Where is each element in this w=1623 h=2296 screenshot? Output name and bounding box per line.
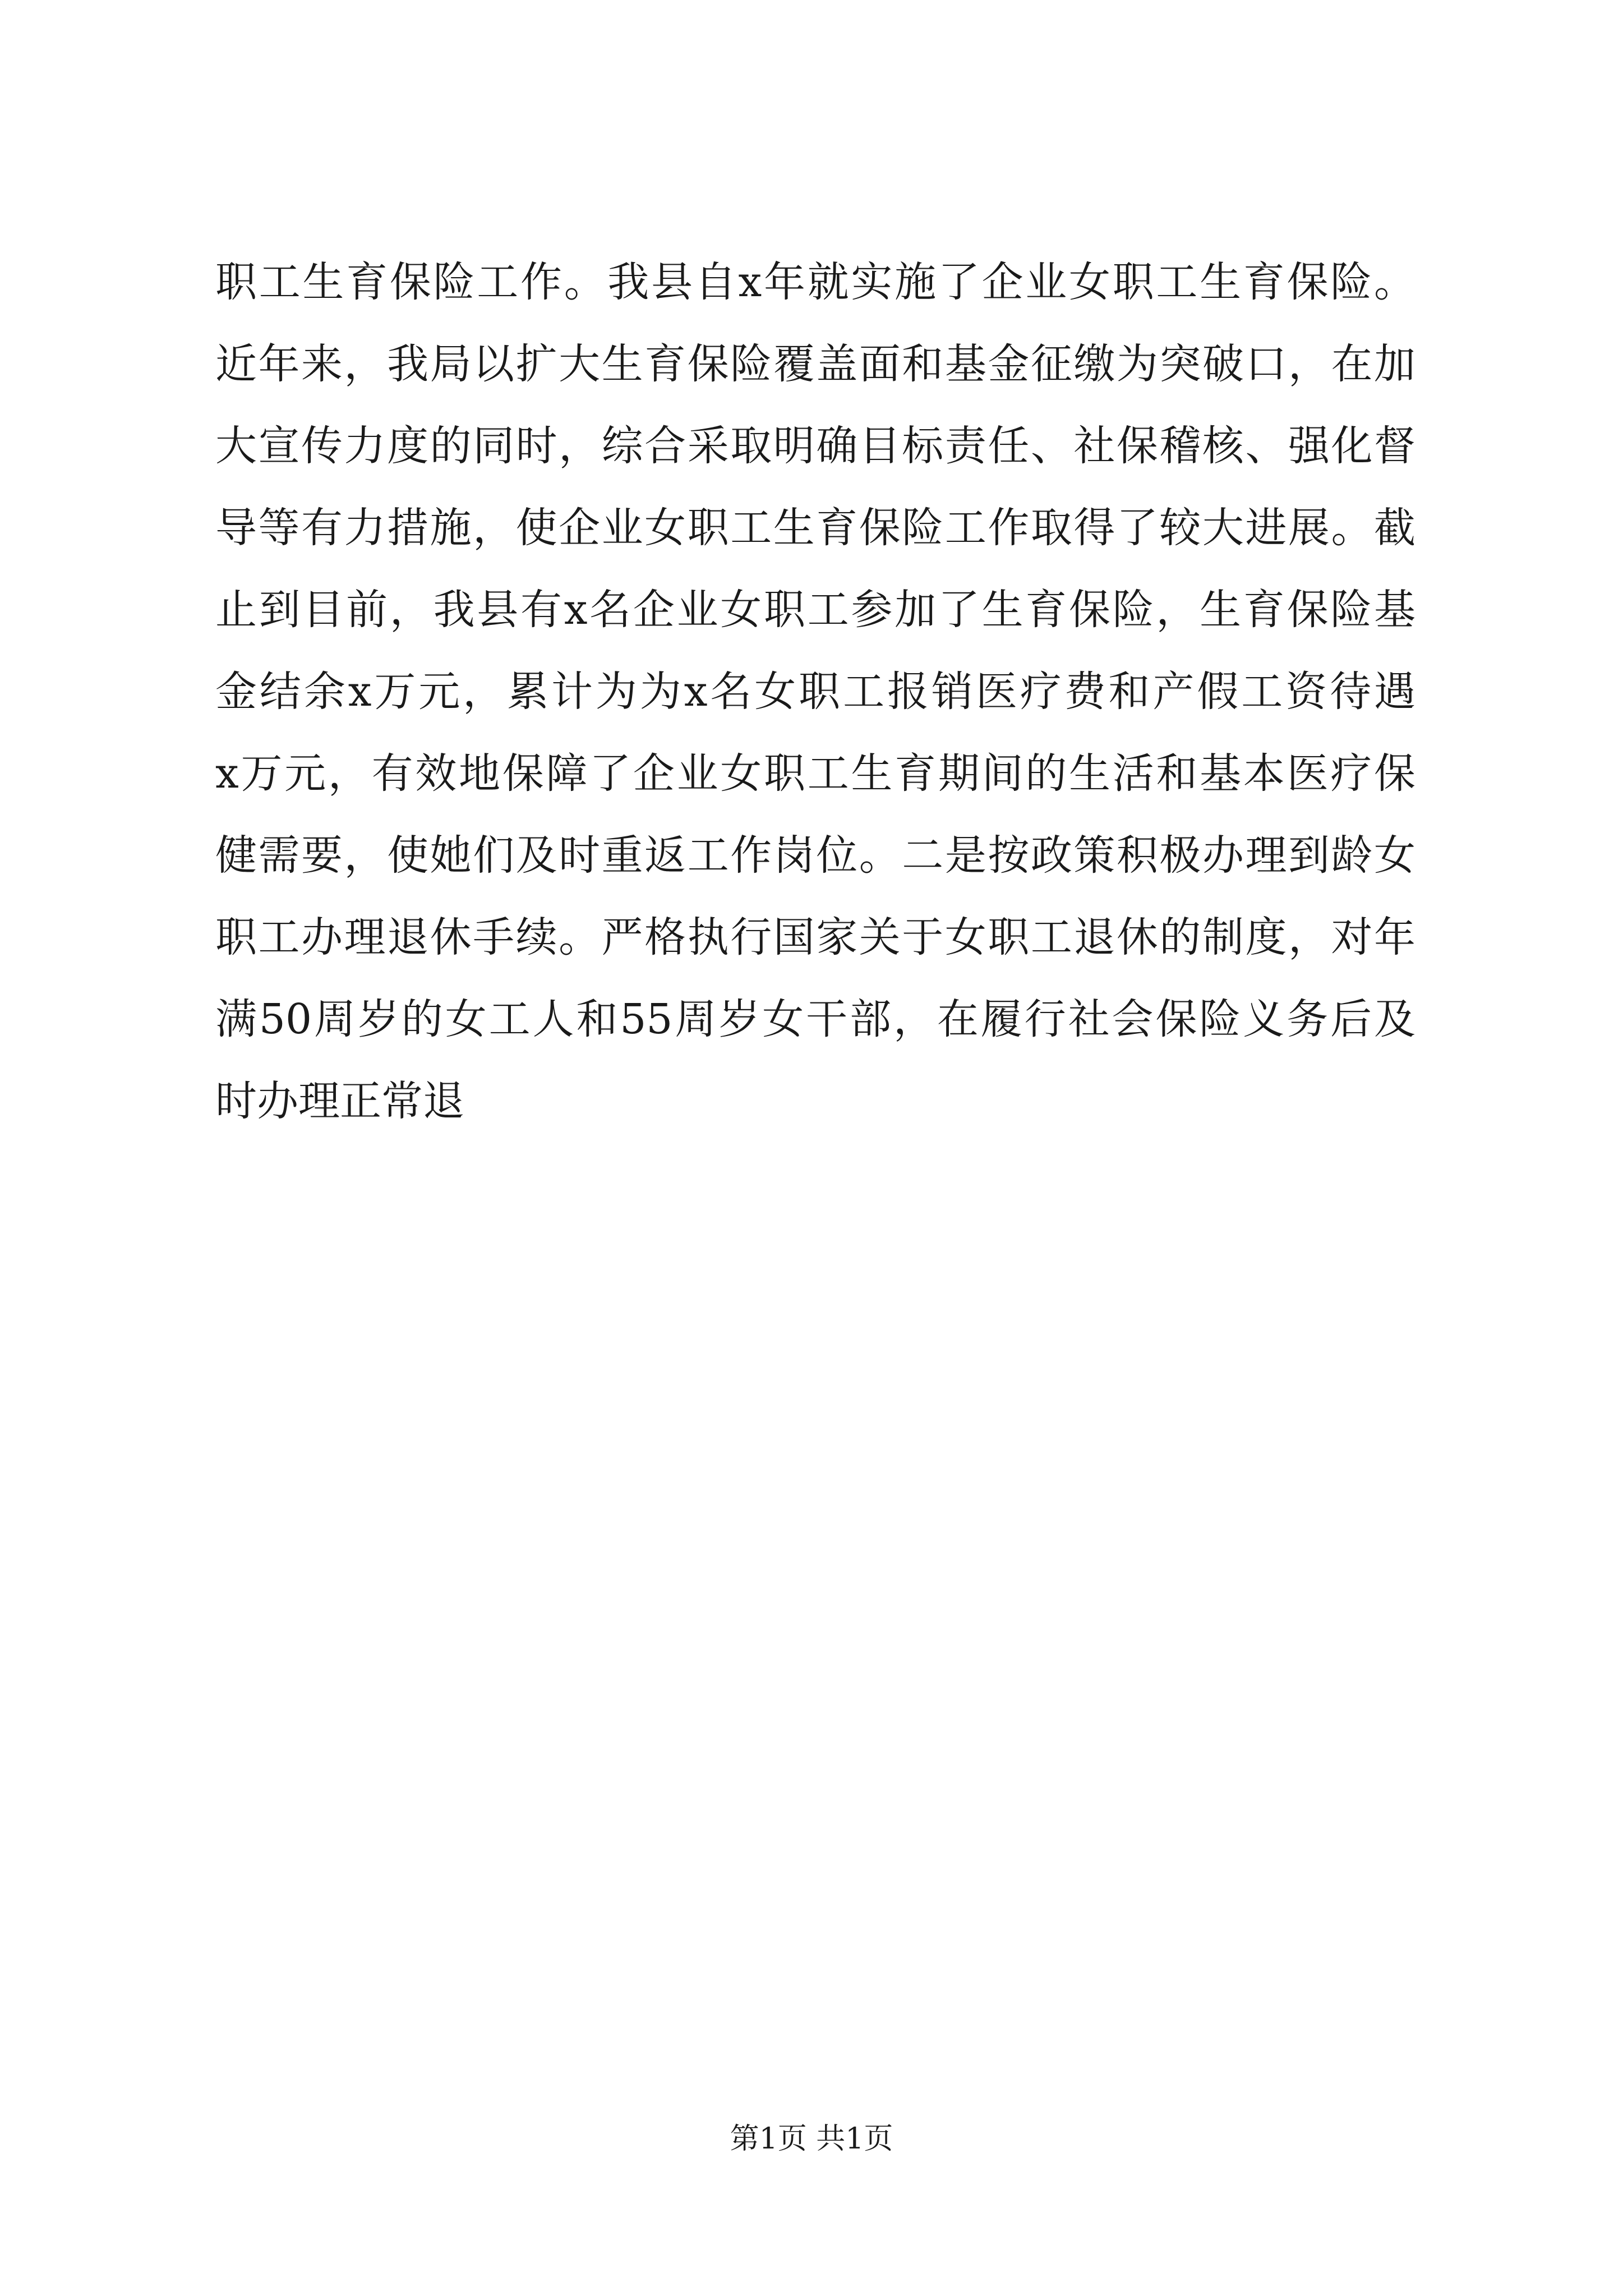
text-line: 满50周岁的女工人和55周岁女干部，在履行社会保险义务后及 bbox=[215, 995, 1415, 1043]
text-line: 健需要，使她们及时重返工作岗位。二是按政策积极办理到龄女 bbox=[215, 831, 1415, 880]
page-footer bbox=[0, 2119, 1623, 2159]
text-line: 职工办理退休手续。严格执行国家关于女职工退休的制度，对年 bbox=[215, 913, 1415, 961]
text-line: 职工生育保险工作。我县自x年就实施了企业女职工生育保险。 bbox=[215, 258, 1415, 306]
text-line: 时办理正常退 bbox=[215, 1077, 464, 1125]
text-line: 近年来，我局以扩大生育保险覆盖面和基金征缴为突破口，在加 bbox=[215, 340, 1415, 388]
text-line: x万元，有效地保障了企业女职工生育期间的生活和基本医疗保 bbox=[215, 749, 1415, 798]
text-line: 金结余x万元，累计为为x名女职工报销医疗费和产假工资待遇 bbox=[215, 668, 1415, 716]
page-number-label: 第1页 共1页 bbox=[730, 2122, 893, 2156]
body-paragraph bbox=[215, 241, 1415, 1142]
text-line: 导等有力措施，使企业女职工生育保险工作取得了较大进展。截 bbox=[215, 504, 1415, 552]
text-line: 大宣传力度的同时，综合采取明确目标责任、社保稽核、强化督 bbox=[215, 422, 1415, 470]
text-line: 止到目前，我县有x名企业女职工参加了生育保险，生育保险基 bbox=[215, 586, 1415, 634]
